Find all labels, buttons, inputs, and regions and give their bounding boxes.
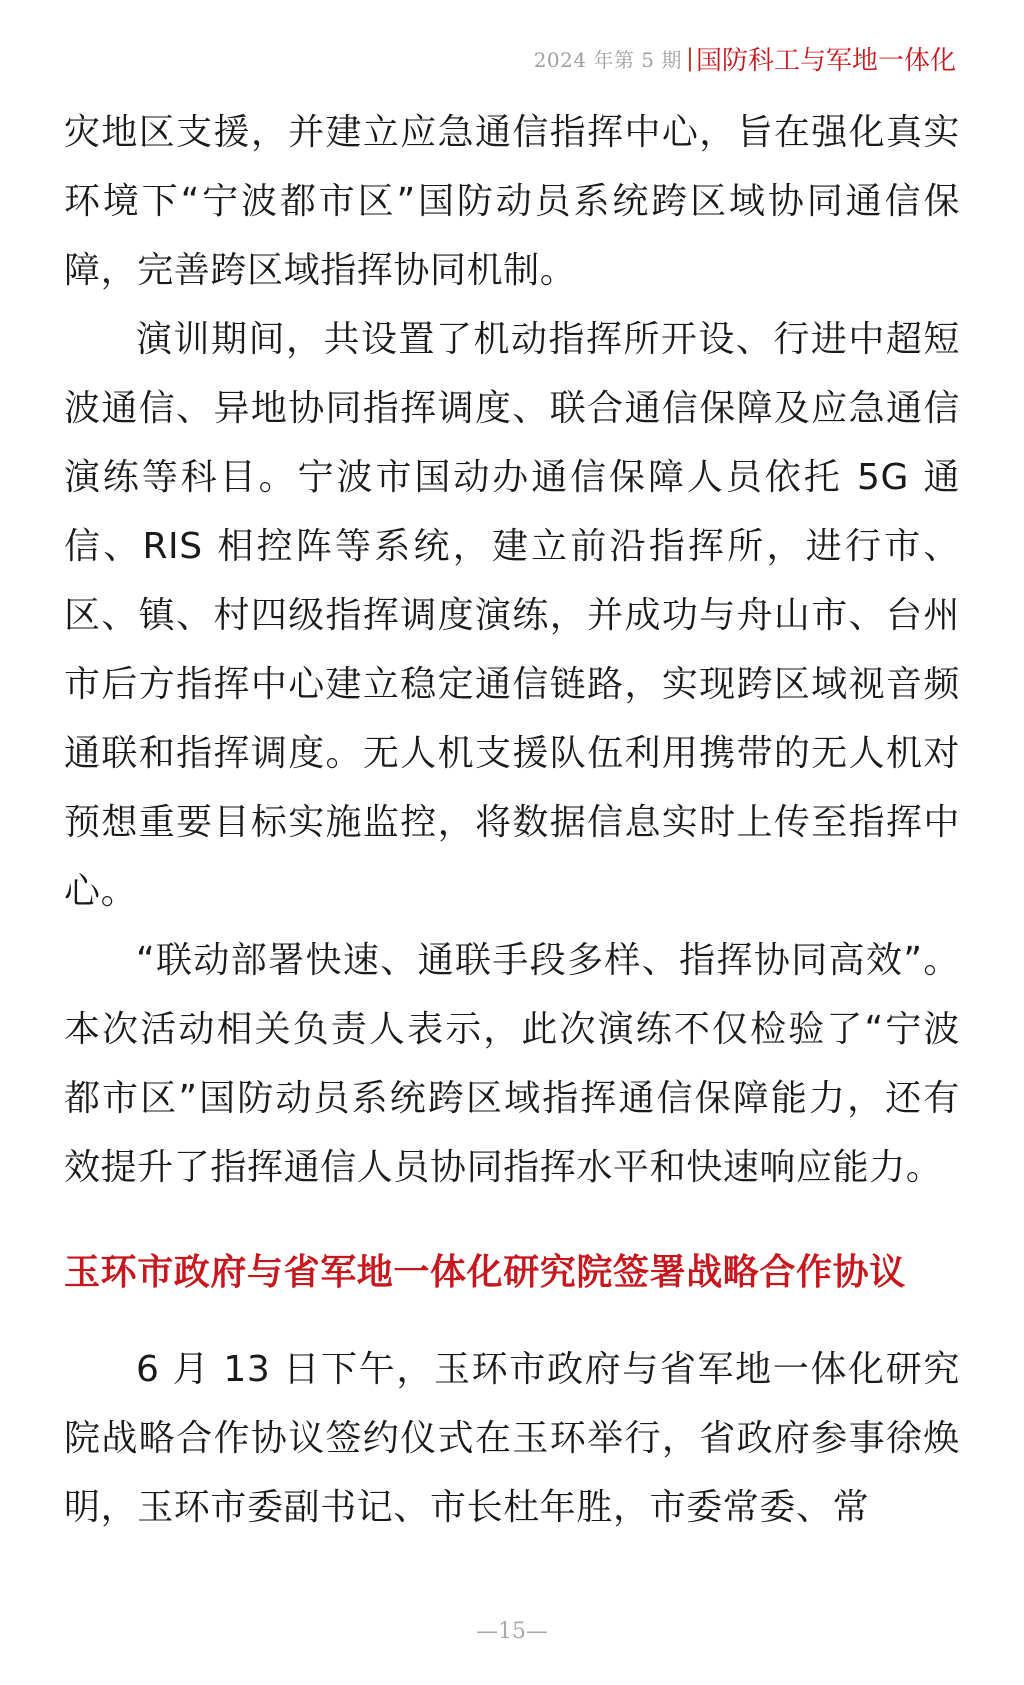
paragraph-continued: 灾地区支援，并建立应急通信指挥中心，旨在强化真实环境下“宁波都市区”国防动员系统跨区域协同通信保障，完善跨区域指挥协同机制。 [64, 112, 960, 291]
paragraph-drill-summary: “联动部署快速、通联手段多样、指挥协同高效”。本次活动相关负责人表示，此次演练不仅检验了“宁波都市区”国防动员系统跨区域指挥通信保障能力，还有效提升了指挥通信人员协同指挥水平和快速响应能力。 [64, 940, 960, 1188]
journal-title: 国防科工与军地一体化 [695, 45, 956, 76]
header-separator: | [685, 44, 694, 72]
paragraph-drill-details: 演训期间，共设置了机动指挥所开设、行进中超短波通信、异地协同指挥调度、联合通信保障及应急通信演练等科目。宁波市国动办通信保障人员依托 5G 通信、RIS 相控阵等系统，建立前沿指挥所，进行市、区、镇、村四级指挥调度演练，并成功与舟山市、台州市后方指挥中心建立稳定通信链路，实现跨区域视音频通联和指挥调度。无人机支援队伍利用携带的无人机对预想重要目标实施监控，将数据信息实时上传至指挥中心。 [64, 319, 961, 912]
issue-label: 2024 年第 5 期 [533, 47, 682, 72]
article-body [64, 98, 960, 1542]
paragraph-agreement: 6 月 13 日下午，玉环市政府与省军地一体化研究院战略合作协议签约仪式在玉环举行，省政府参事徐焕明，玉环市委副书记、市长杜年胜，市委常委、常 [64, 1349, 960, 1528]
section-title: 玉环市政府与省军地一体化研究院签署战略合作协议 [64, 1252, 906, 1293]
running-header [534, 38, 956, 78]
page-number: —15— [476, 1619, 548, 1644]
